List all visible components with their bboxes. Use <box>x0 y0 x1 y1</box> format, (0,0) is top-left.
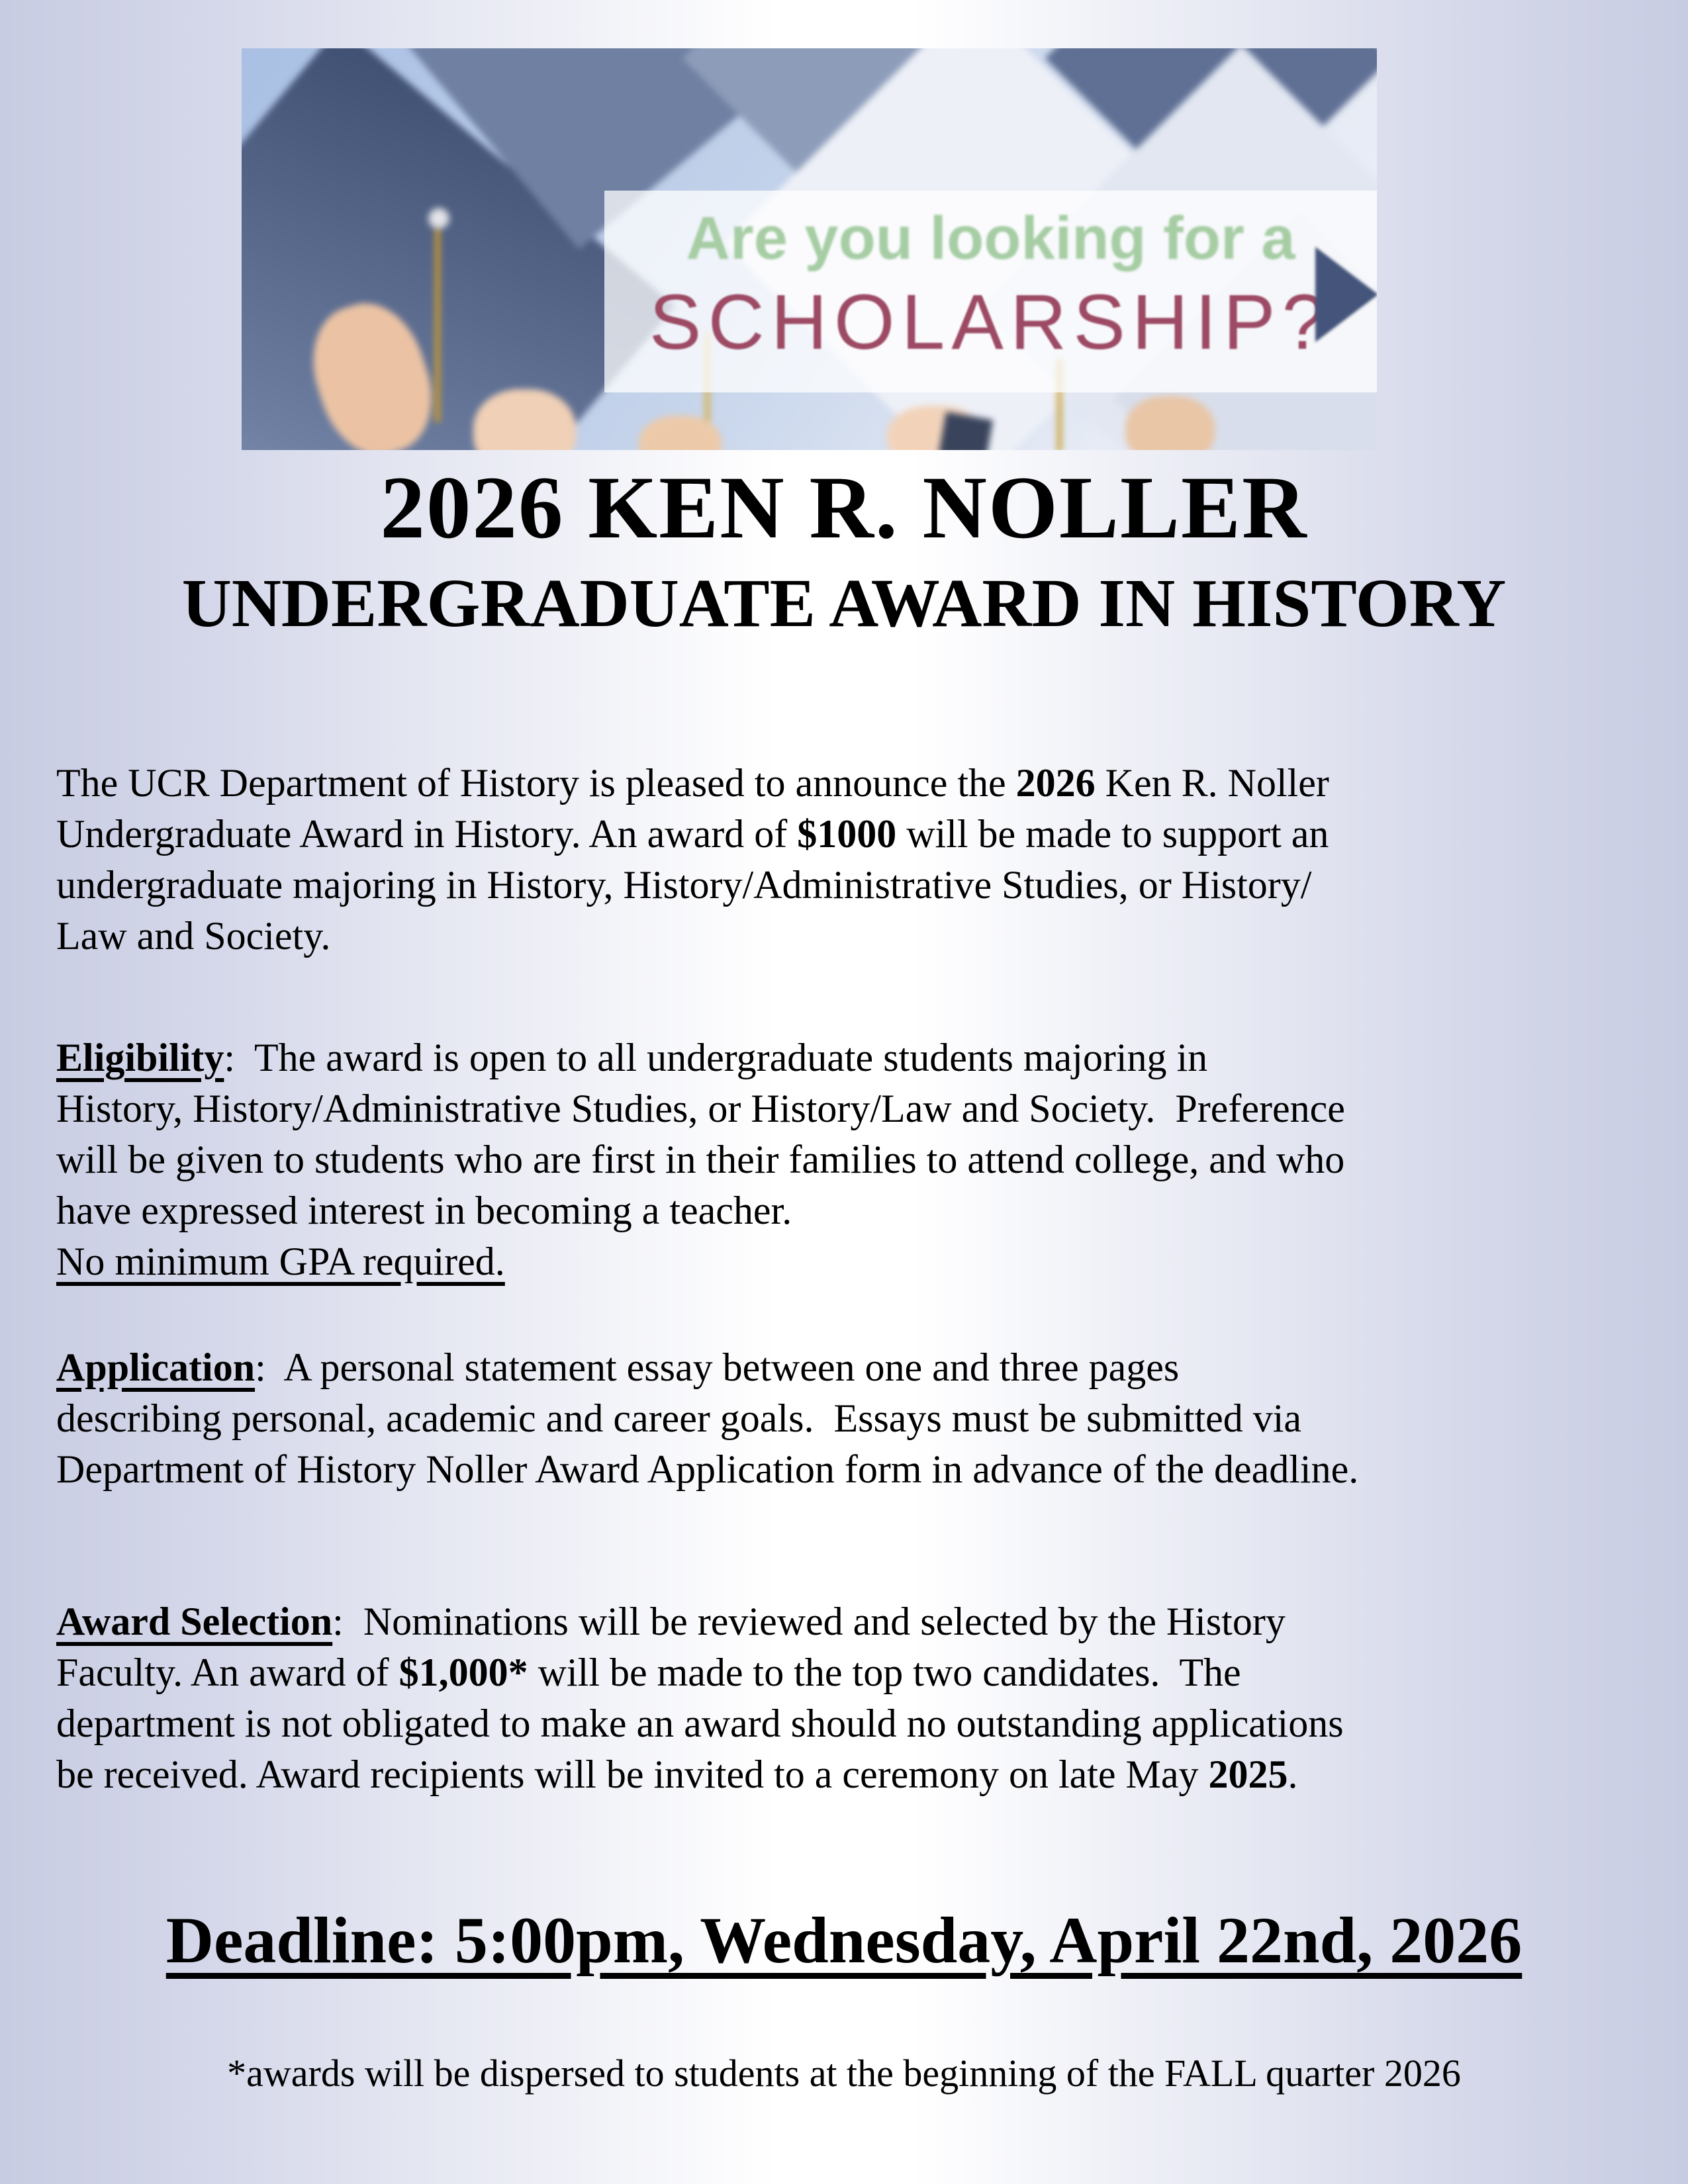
text-segment: Ken R. Noller <box>1095 761 1329 805</box>
text-segment: Faculty. An award of <box>56 1651 399 1694</box>
text-segment: be received. Award recipients will be invited to a ceremony on late May <box>56 1752 1209 1796</box>
text-segment: : A personal statement essay between one and three pages <box>255 1345 1180 1389</box>
award-selection-paragraph <box>56 1596 1652 1800</box>
text-segment: : Nominations will be reviewed and selected by the History <box>332 1600 1286 1643</box>
text-segment: $1,000* <box>399 1651 528 1694</box>
text-segment: will be made to support an <box>896 812 1329 856</box>
text-segment: describing personal, academic and career goals. Essays must be submitted via <box>56 1396 1302 1440</box>
text-segment: undergraduate majoring in History, History/Administrative Studies, or History/ <box>56 863 1312 907</box>
text-segment: Application <box>56 1345 256 1389</box>
text-segment: will be given to students who are first in their families to attend college, and who <box>56 1138 1345 1181</box>
text-segment: 2025 <box>1208 1752 1288 1796</box>
eligibility-paragraph <box>56 1032 1652 1287</box>
text-segment: Eligibility <box>56 1036 224 1079</box>
text-segment: $1000 <box>797 812 897 856</box>
text-segment: department is not obligated to make an award should no outstanding applications <box>56 1702 1344 1745</box>
footnote-text: *awards will be dispersed to students at the beginning of the FALL quarter 2026 <box>227 2052 1461 2095</box>
hand-shape <box>1125 396 1215 450</box>
text-segment: . <box>1288 1752 1298 1796</box>
text-segment: Law and Society. <box>56 914 331 958</box>
text-segment: Undergraduate Award in History. An award of <box>56 812 798 856</box>
photo-text-overlay <box>604 191 1377 392</box>
photo-overlay-line2: SCHOLARSHIP? <box>649 279 1333 366</box>
text-segment: Department of History Noller Award Application form in advance of the deadline. <box>56 1447 1359 1491</box>
text-segment: 2026 <box>1015 761 1096 805</box>
arrow-right-shape <box>1315 247 1377 342</box>
text-segment: No minimum GPA required. <box>56 1240 505 1283</box>
tassel-button-shape <box>428 207 450 230</box>
tassel-shape <box>435 217 440 422</box>
text-segment: The UCR Department of History is pleased to announce the <box>56 761 1016 805</box>
intro-paragraph <box>56 758 1652 962</box>
page-subtitle: UNDERGRADUATE AWARD IN HISTORY <box>181 565 1507 641</box>
scholarship-photo <box>242 48 1377 450</box>
text-segment: : The award is open to all undergraduate students majoring in <box>224 1036 1208 1079</box>
application-paragraph <box>56 1342 1652 1495</box>
text-segment: Award Selection <box>56 1600 333 1643</box>
text-segment: will be made to the top two candidates. The <box>528 1651 1241 1694</box>
photo-overlay-line1: Are you looking for a <box>686 205 1295 272</box>
text-segment: History, History/Administrative Studies, or History/Law and Society. Preference <box>56 1087 1345 1130</box>
text-segment: have expressed interest in becoming a teacher. <box>56 1189 792 1232</box>
deadline-heading: Deadline: 5:00pm, Wednesday, April 22nd, 2026 <box>165 1903 1523 1977</box>
page-title: 2026 KEN R. NOLLER <box>380 459 1308 557</box>
